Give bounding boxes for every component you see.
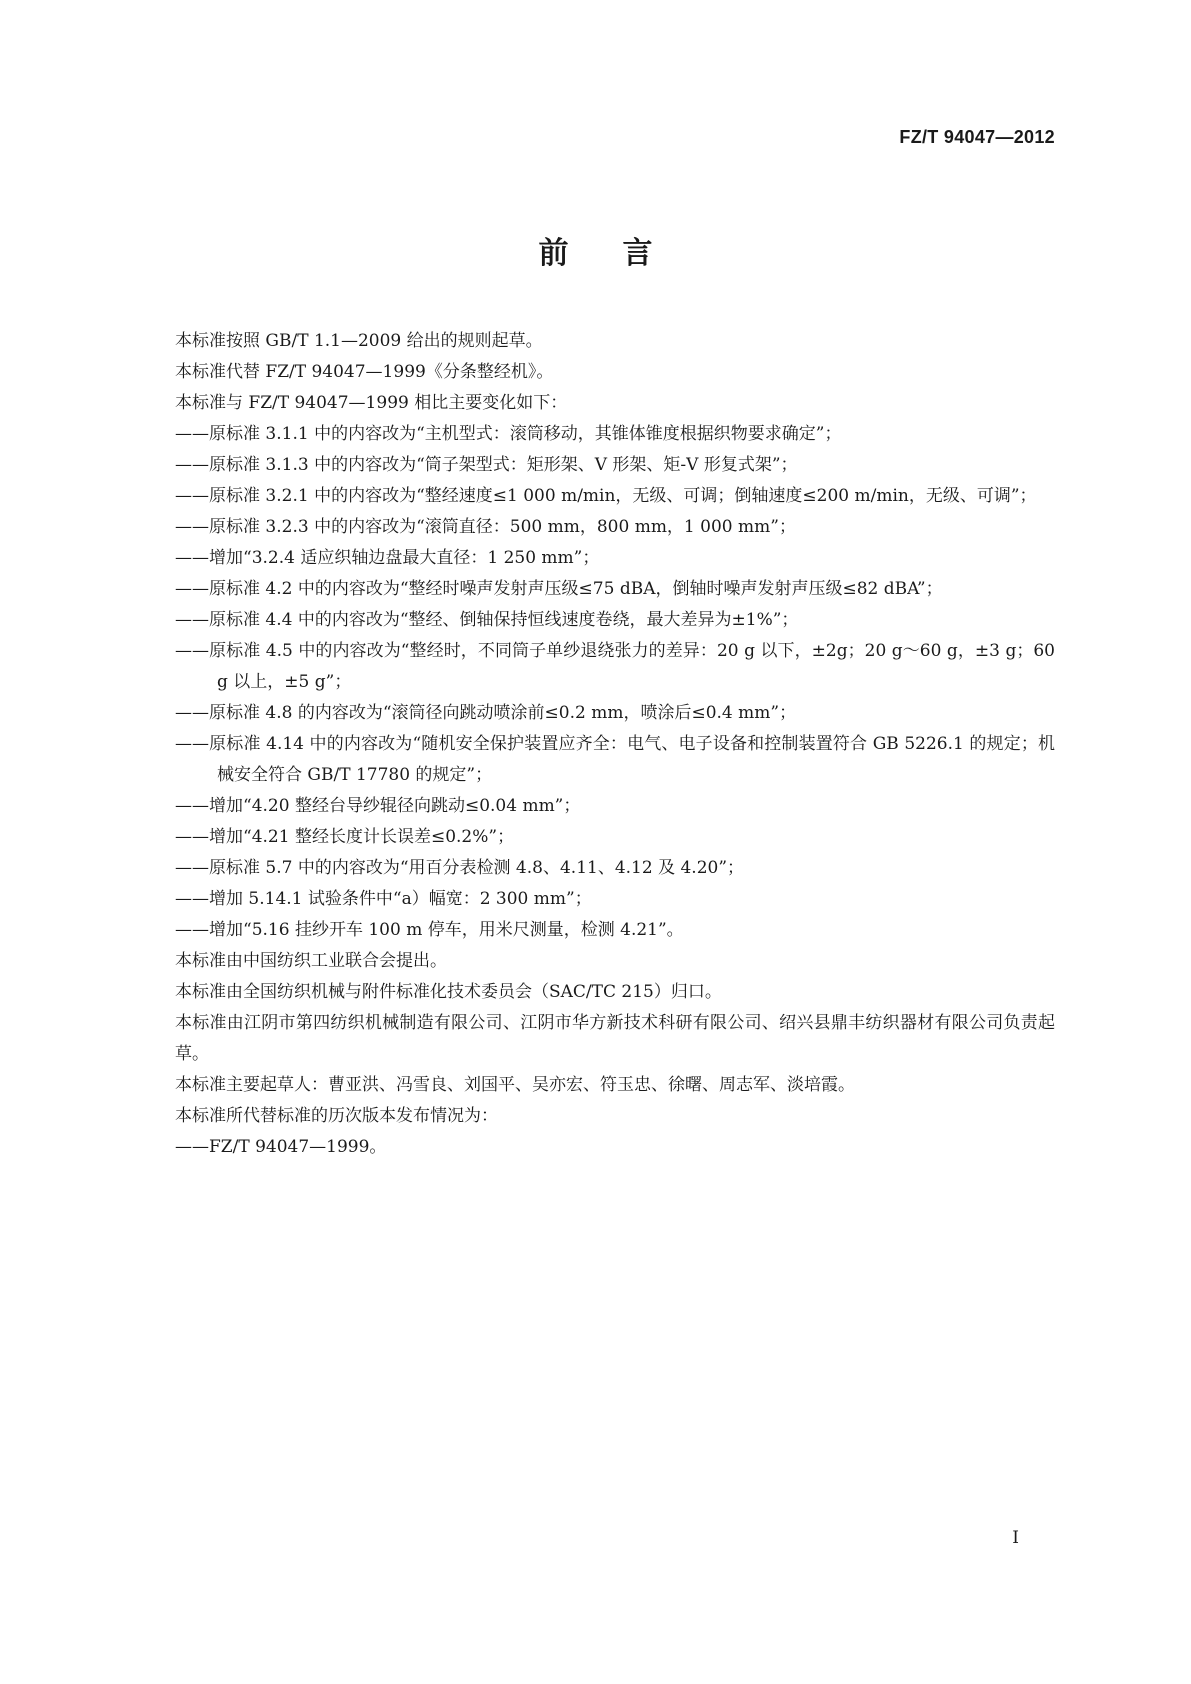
previous-versions-list [175,1132,1055,1163]
versions-heading: 本标准所代替标准的历次版本发布情况为： [175,1106,498,1126]
change-item: ——增加“3.2.4 适应织轴边盘最大直径：1 250 mm”； [175,548,600,568]
change-item: ——原标准 3.1.1 中的内容改为“主机型式：滚筒移动，其锥体锥度根据织物要求确定”； [175,424,842,444]
intro-paragraph: 本标准代替 FZ/T 94047—1999《分条整经机》。 [175,362,554,382]
change-item: ——增加“5.16 挂纱开车 100 m 停车，用米尺测量，检测 4.21”。 [175,920,684,940]
page-number: I [1012,1528,1019,1548]
page-title: 前言 [538,236,707,271]
change-item: ——原标准 3.2.1 中的内容改为“整经速度≤1 000 m/min，无级、可调；倒轴速度≤200 m/min，无级、可调”； [175,486,1037,506]
change-item: ——增加“4.20 整经台导纱辊径向跳动≤0.04 mm”； [175,796,581,816]
change-item: ——原标准 3.2.3 中的内容改为“滚筒直径：500 mm，800 mm，1 000 mm”； [175,517,796,537]
change-item: ——原标准 4.2 中的内容改为“整经时噪声发射声压级≤75 dBA，倒轴时噪声发射声压级≤82 dBA”； [175,579,943,599]
drafting-units-paragraph: 本标准由江阴市第四纺织机械制造有限公司、江阴市华方新技术科研有限公司、绍兴县鼎丰纺织器材有限公司负责起草。 [175,1013,1055,1064]
previous-version-item: ——FZ/T 94047—1999。 [175,1137,387,1157]
change-item: ——原标准 4.8 的内容改为“滚筒径向跳动喷涂前≤0.2 mm，喷涂后≤0.4 mm”； [175,703,797,723]
intro-paragraph: 本标准按照 GB/T 1.1—2009 给出的规则起草。 [175,331,543,351]
change-item: ——原标准 4.14 中的内容改为“随机安全保护装置应齐全：电气、电子设备和控制装置符合 GB 5226.1 的规定；机械安全符合 GB/T 17780 的规定”； [175,734,1055,785]
changes-list [175,419,1055,946]
change-item: ——原标准 5.7 中的内容改为“用百分表检测 4.8、4.11、4.12 及 4.20”； [175,858,745,878]
document-body [175,326,1055,1163]
change-item: ——原标准 3.1.3 中的内容改为“筒子架型式：矩形架、V 形架、矩-V 形复式架”； [175,455,798,475]
change-item: ——增加 5.14.1 试验条件中“a）幅宽：2 300 mm”； [175,889,592,909]
change-item: ——原标准 4.5 中的内容改为“整经时，不同筒子单纱退绕张力的差异：20 g 以下，±2g；20 g～60 g，±3 g；60 g 以上，±5 g”； [175,641,1055,692]
info-paragraph: 本标准由中国纺织工业联合会提出。 [175,951,447,971]
change-item: ——增加“4.21 整经长度计长误差≤0.2%”； [175,827,515,847]
drafters-paragraph: 本标准主要起草人：曹亚洪、冯雪良、刘国平、吴亦宏、符玉忠、徐曙、周志军、淡培霞。 [175,1075,855,1095]
change-item: ——原标准 4.4 中的内容改为“整经、倒轴保持恒线速度卷绕，最大差异为±1%”； [175,610,799,630]
standard-number: FZ/T 94047—2012 [899,127,1055,147]
intro-paragraph: 本标准与 FZ/T 94047—1999 相比主要变化如下： [175,393,568,413]
info-paragraph: 本标准由全国纺织机械与附件标准化技术委员会（SAC/TC 215）归口。 [175,982,722,1002]
